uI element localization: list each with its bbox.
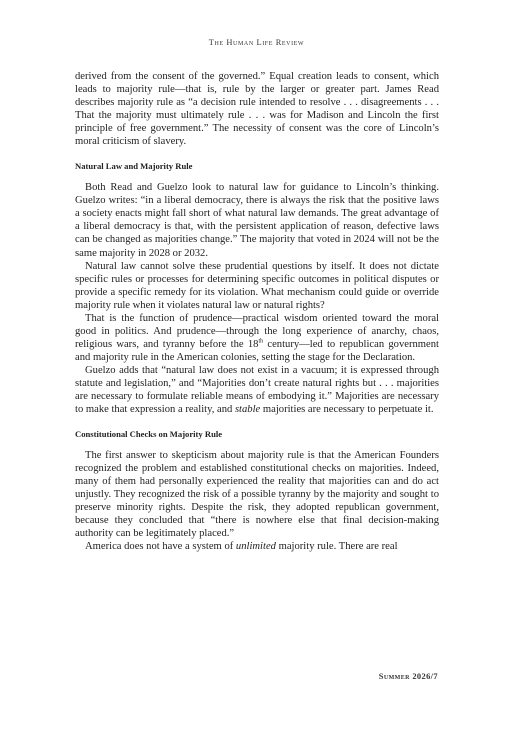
text-run: Guelzo adds that “natural law does not exist in a vacuum; it is expressed through statute and legislation,” and “Majorities don’t create natural rights but . . . majorities are necessary to formulate reliable means of embodying it.” Majorities are necessary to make that expression a reality, and [75,364,439,416]
text-run: The first answer to skepticism about majority rule is that the American Founders recognized the problem and established constitutional checks on majorities. Indeed, many of them had personally experienced the reality that majorities can and do act unjustly. They recognized the risk of a possible tyranny by the majority and sought to preserve minority rights. Despite the risk, they adopted republican government, because they concluded that “there is nowhere else that final decision-making authority can be legitimately placed.” [75,450,439,540]
paragraph [75,181,439,259]
text-run: derived from the consent of the governed.” Equal creation leads to consent, which leads to majority rule—that is, rule by the larger or greater part. James Read describes majority rule as “a decision rule intended to resolve . . . disagreements . . . That the majority must ultimately rule . . . was for Madison and Lincoln the first principle of free government.” The necessity of consent was the core of Lincoln’s moral criticism of slavery. [75,71,439,148]
paragraph [75,449,439,540]
page-folio: Summer 2026/7 [378,672,438,681]
section-heading: Natural Law and Majority Rule [75,161,193,172]
paragraph [75,260,439,312]
emphasis-text: stable [234,404,261,416]
emphasis-text: unlimited [235,541,276,553]
paragraph [75,364,439,416]
paragraph [75,312,439,364]
paragraph [75,70,439,148]
section-spacer [75,148,439,155]
text-run: America does not have a system of [85,541,236,553]
article-body [75,70,439,554]
superscript-text: th [258,338,264,345]
running-head: The Human Life Review [208,38,305,47]
text-run: century—led to republican government and majority rule in the American colonies, setting the stage for the Declaration. [75,338,439,363]
text-run: majorities are necessary to perpetuate it. [260,404,434,416]
text-run: That is the function of prudence—practical wisdom oriented toward the moral good in politics. And prudence—through the long experience of anarchy, chaos, religious wars, and tyranny before the 18 [75,312,439,350]
section-spacer [75,416,439,423]
text-run: majority rule. There are real [275,541,398,553]
text-run: Both Read and Guelzo look to natural law for guidance to Lincoln’s thinking. Guelzo writes: “in a liberal democracy, there is always the risk that the positive laws a society enacts might fall short of what natural law demands. The great advantage of a liberal democracy is that, with the persistent application of reason, defective laws can be changed as majorities change.” The majority that voted in 2024 will not be the same majority in 2028 or 2032. [75,182,439,259]
paragraph [75,540,439,553]
text-run: Natural law cannot solve these prudential questions by itself. It does not dictate specific rules or processes for determining specific outcomes in political disputes or provide a specific remedy for its violation. What mechanism could guide or override majority rule when it violates natural law or natural rights? [75,260,439,311]
section-heading: Constitutional Checks on Majority Rule [75,429,223,440]
